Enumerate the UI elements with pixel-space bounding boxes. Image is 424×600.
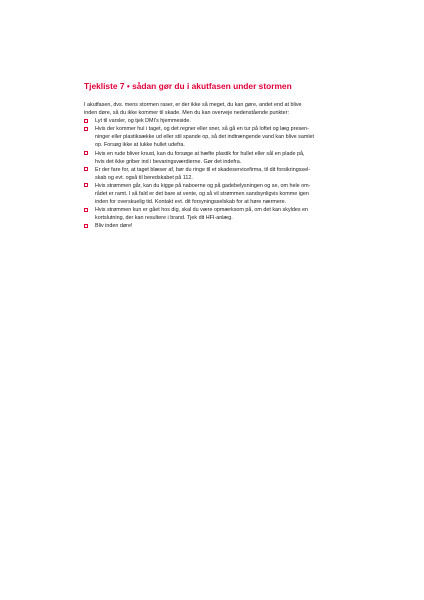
intro-paragraph	[84, 101, 346, 117]
checklist-item	[84, 206, 346, 222]
checklist-item	[84, 117, 346, 125]
checklist-item-text: Hvis der kommer hul i taget, og det regner eller sner, så gå en tur på loftet og læg presen-	[95, 126, 309, 133]
checklist-item-text: op. Forsøg ikke at lukke hullet udefra.	[95, 142, 185, 149]
checklist-item-text: hvis det ikke griber ind i bevaringsværdierne. Gør det indefra.	[95, 158, 242, 165]
checklist-item-text: rådet er ramt. I så fald er det bare at vente, og så vil strømmen sandsynligvis komme igen	[95, 191, 309, 198]
checklist-item-text: Hvis en rude bliver knust, kan du forsøge at hæfte plastik for hullet eller sål en plade på,	[95, 150, 305, 157]
checklist-item-text: Er der fare for, at taget blæser af, bør du ringe til et skadeservicefirma, til dit forsikringssel-	[95, 166, 311, 173]
checklist-item-text: kortslutning, der kan resultere i brand. Tjek dit HFI-anlæg.	[95, 215, 233, 222]
checkbox-icon	[84, 224, 88, 228]
checklist-section	[84, 81, 346, 231]
checkbox-icon	[84, 127, 88, 131]
checklist	[84, 117, 346, 230]
checklist-item	[84, 166, 346, 182]
checklist-item-text: skab og evt. også til beredskabet på 112.	[95, 174, 193, 181]
checklist-item	[84, 125, 346, 149]
checklist-item	[84, 150, 346, 166]
checklist-item-text: Lyt til varsler, og tjek DMI’s hjemmeside.	[95, 118, 191, 125]
intro-line: I akutfasen, dvs. mens stormen raser, er der ikke så meget, du kan gøre, andet end at blive	[84, 102, 302, 108]
intro-line: inden døre, så du ikke kommer til skade. Men du kan overveje nedenstående punkter:	[84, 110, 289, 117]
checklist-heading: Tjekliste 7 • sådan gør du i akutfasen under stormen	[84, 81, 292, 91]
checklist-item-text: inden for overskuelig tid. Kontakt evt. dit forsyningsselskab for at høre nærmere.	[95, 199, 287, 206]
checklist-item-text: Bliv inden døre!	[95, 223, 133, 230]
checkbox-icon	[84, 151, 88, 155]
checklist-item-text: ninger eller plastiksække ud eller stil spande op, så det indtrængende vand kan blive samlet	[95, 134, 315, 141]
checkbox-icon	[84, 208, 88, 212]
checklist-item-text: Hvis strømmen går, kan du kigge på naboerne og på gadebelysningen og se, om hele om-	[95, 182, 311, 189]
checklist-item	[84, 222, 346, 230]
checkbox-icon	[84, 167, 88, 171]
checkbox-icon	[84, 183, 88, 187]
checklist-item-text: Hvis strømmen kun er gået hos dig, skal du være opmærksom på, om det kan skyldes en	[95, 207, 309, 214]
checkbox-icon	[84, 119, 88, 123]
checklist-item	[84, 182, 346, 206]
